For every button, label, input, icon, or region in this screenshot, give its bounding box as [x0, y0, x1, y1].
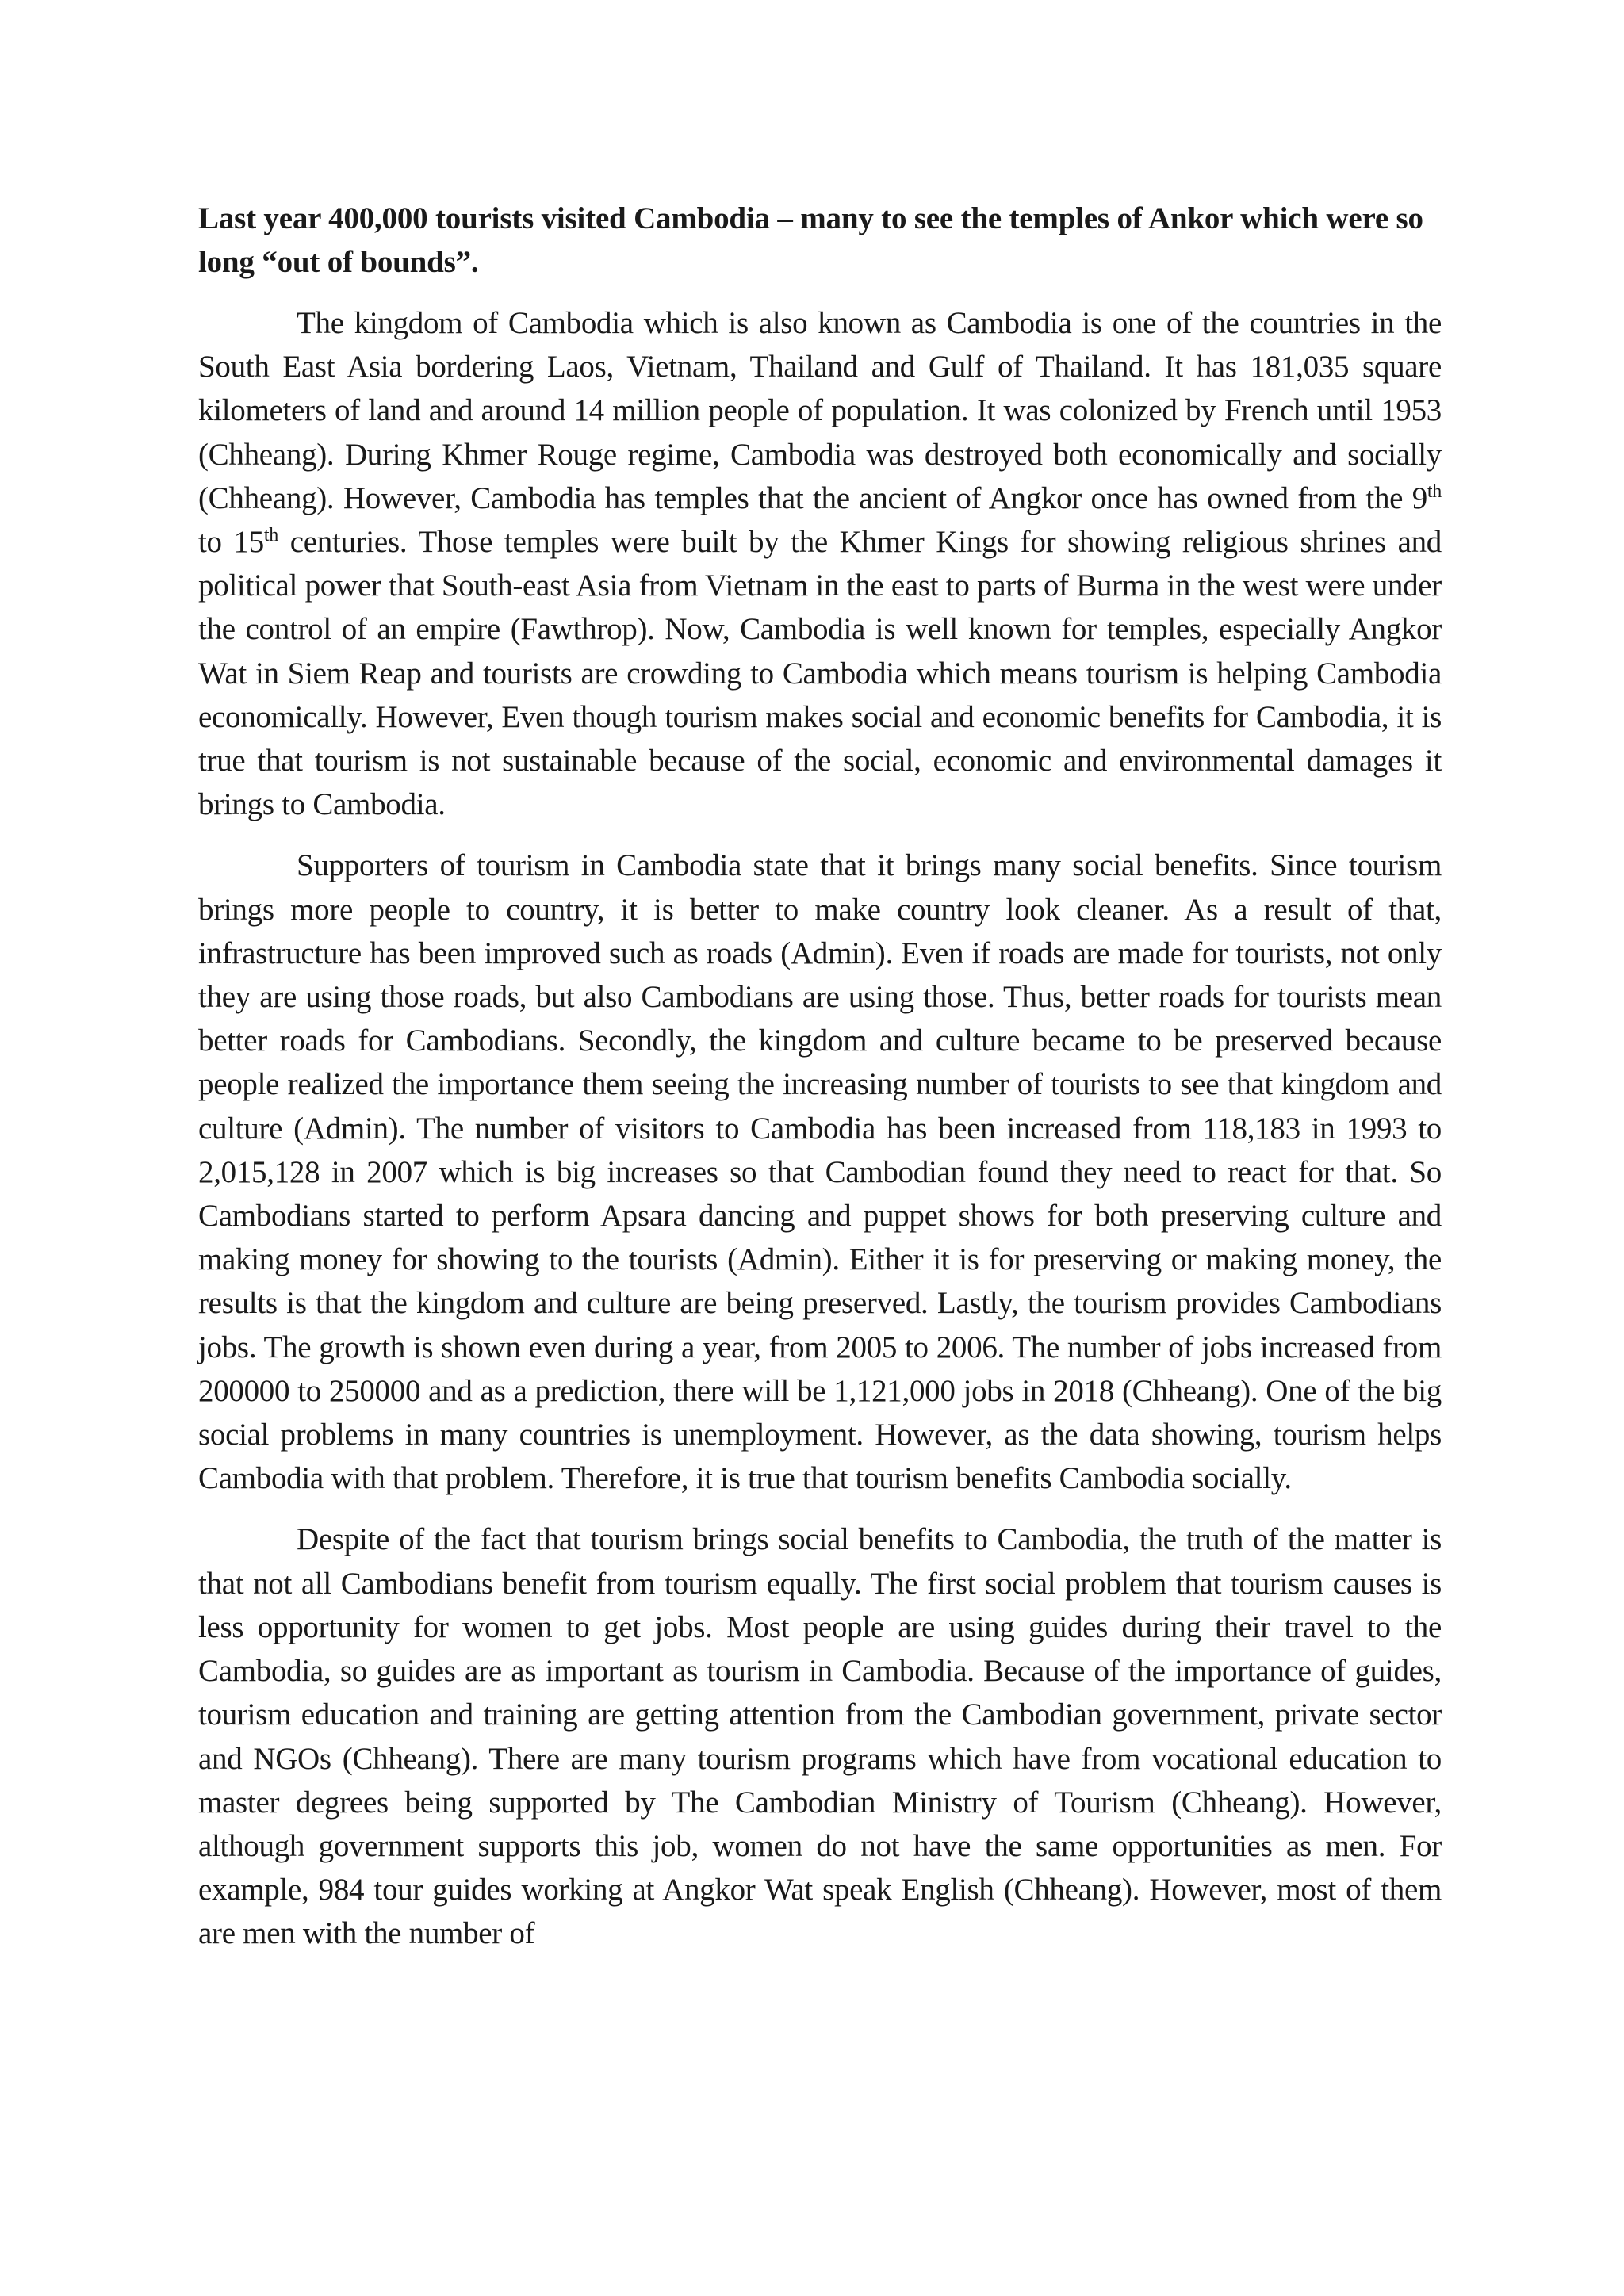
- paragraph-text: to 15: [198, 525, 264, 560]
- superscript-ordinal: th: [263, 525, 278, 546]
- paragraph-text: The kingdom of Cambodia which is also known as Cambodia is one of the countries in the South East Asia bordering Laos, Vietnam, Thailand and Gulf of Thailand. It has 181,035 square kilometers of land and around 14 million people of population. It was colonized by French until 1953 (Chheang). During Khmer Rouge regime, Cambodia was destroyed both economically and socially (Chheang). However, Cambodia has temples that the ancient of Angkor once has owned from the 9: [198, 306, 1442, 515]
- paragraph-text: centuries. Those temples were built by the Khmer Kings for showing religious shrines and political power that South-east Asia from Vietnam in the east to parts of Burma in the west were under the control of an empire (Fawthrop). Now, Cambodia is well known for temples, especially Angkor Wat in Siem Reap and tourists are crowding to Cambodia which means tourism is helping Cambodia economically. However, Even though tourism makes social and economic benefits for Cambodia, it is true that tourism is not sustainable because of the social, economic and environmental damages it brings to Cambodia.: [198, 525, 1442, 822]
- paragraph-introduction: [198, 301, 1442, 826]
- paragraph-social-problems: Despite of the fact that tourism brings social benefits to Cambodia, the truth of the matter is that not all Cambodians benefit from tourism equally. The first social problem that tourism causes is less opportunity for women to get jobs. Most people are using guides during their travel to the Cambodia, so guides are as important as tourism in Cambodia. Because of the importance of guides, tourism education and training are getting attention from the Cambodian government, private sector and NGOs (Chheang). There are many tourism programs which have from vocational education to master degrees being supported by The Cambodian Ministry of Tourism (Chheang). However, although government supports this job, women do not have the same opportunities as men. For example, 984 tour guides working at Angkor Wat speak English (Chheang). However, most of them are men with the number of: [198, 1522, 1442, 1951]
- paragraph-social-benefits: Supporters of tourism in Cambodia state that it brings many social benefits. Since tourism brings more people to country, it is better to make country look cleaner. As a result of that, infrastructure has been improved such as roads (Admin). Even if roads are made for tourists, not only they are using those roads, but also Cambodians are using those. Thus, better roads for tourists mean better roads for Cambodians. Secondly, the kingdom and culture became to be preserved because people realized the importance them seeing the increasing number of tourists to see that kingdom and culture (Admin). The number of visitors to Cambodia has been increased from 118,183 in 1993 to 2,015,128 in 2007 which is big increases so that Cambodian found they need to react for that. So Cambodians started to perform Apsara dancing and puppet shows for both preserving culture and making money for showing to the tourists (Admin). Either it is for preserving or making money, the results is that the kingdom and culture are being preserved. Lastly, the tourism provides Cambodians jobs. The growth is shown even during a year, from 2005 to 2006. The number of jobs increased from 200000 to 250000 and as a prediction, there will be 1,121,000 jobs in 2018 (Chheang). One of the big social problems in many countries is unemployment. However, as the data showing, tourism helps Cambodia with that problem. Therefore, it is true that tourism benefits Cambodia socially.: [198, 848, 1442, 1496]
- document-page: [198, 197, 1442, 1973]
- superscript-ordinal: th: [1427, 480, 1442, 502]
- document-heading: Last year 400,000 tourists visited Cambodia – many to see the temples of Ankor which were so long “out of bounds”.: [198, 201, 1423, 279]
